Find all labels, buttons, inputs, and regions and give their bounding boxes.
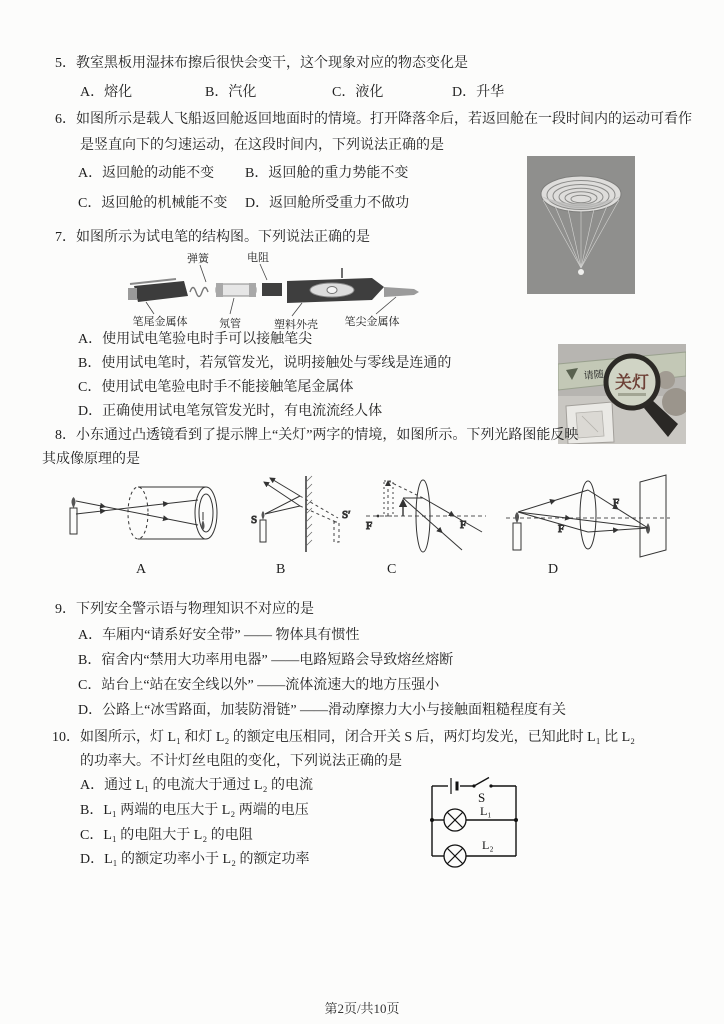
q6-option-d: D．返回舱所受重力不做功 — [245, 196, 410, 211]
lens-magnified-text: 关灯 — [615, 373, 649, 392]
magnifier-lens — [606, 356, 658, 408]
optics-diagram-c-magnifier — [366, 480, 486, 552]
q7-option-d: D．正确使用试电笔氖管发光时，有电流流经人体 — [78, 404, 383, 419]
parallel-lamps-circuit — [426, 776, 556, 874]
optics-label-d: D — [548, 562, 559, 577]
q10-option-a: A．通过 L₁ 的电流大于通过 L₂ 的电流 — [80, 778, 313, 793]
q8-stem-line2: 其成像原理的是 — [42, 452, 140, 467]
q10-option-c: C．L₁ 的电阻大于 L₂ 的电阻 — [80, 828, 253, 843]
optics-label-c: C — [387, 562, 397, 577]
optics-diagrams — [48, 468, 683, 560]
optics-diagram-b-mirror — [251, 476, 351, 552]
q10-stem-line2: 的功率大。不计灯丝电阻的变化，下列说法正确的是 — [80, 754, 402, 769]
q10-option-b: B．L₁ 两端的电压大于 L₂ 两端的电压 — [80, 803, 309, 818]
circuit-label-switch: S — [478, 790, 486, 805]
mirror-object-label: S — [251, 514, 258, 526]
pen-parts — [128, 268, 419, 303]
q5-option-a: A．熔化 — [80, 85, 133, 100]
battery-symbol — [451, 778, 457, 794]
lens-c-focus-right-label: F — [460, 519, 467, 531]
q9-stem: 9．下列安全警示语与物理知识不对应的是 — [55, 602, 314, 617]
pen-label-plastic-shell: 塑料外壳 — [274, 319, 318, 330]
lamp-L2-symbol — [444, 845, 466, 867]
switch-symbol — [472, 778, 492, 788]
junction-dot-right — [514, 818, 518, 822]
junction-dot-left — [430, 818, 434, 822]
q7-option-a: A．使用试电笔验电时手可以接触笔尖 — [78, 332, 313, 347]
pen-top-labels — [187, 250, 269, 282]
q7-option-c: C．使用试电笔验电时手不能接触笔尾金属体 — [78, 380, 354, 395]
q7-stem: 7．如图所示为试电笔的结构图。下列说法正确的是 — [55, 230, 370, 245]
optics-diagram-d-projector — [506, 475, 670, 557]
q6-stem-line2: 是竖直向下的匀速运动，在这段时间内，下列说法正确的是 — [80, 138, 444, 153]
pen-label-tail-metal: 笔尾金属体 — [132, 316, 188, 328]
parachute-canopy — [541, 176, 621, 212]
q9-option-d: D．公路上“冰雪路面，加装防滑链” ——滑动摩擦力大小与接触面粗糙程度有关 — [78, 703, 567, 718]
q10-option-d: D．L₁ 的额定功率小于 L₂ 的额定功率 — [80, 852, 310, 867]
parachute-photo — [527, 156, 635, 294]
mirror-image-label: S′ — [342, 509, 351, 521]
test-pen-diagram — [120, 250, 438, 330]
lens-d-focus-left-label: F — [558, 523, 565, 535]
q5-stem: 5．教室黑板用湿抹布擦后很快会变干，这个现象对应的物态变化是 — [55, 56, 468, 71]
pen-label-neon-tube: 氖管 — [219, 318, 241, 330]
q5-option-b: B．汽化 — [205, 85, 257, 100]
pen-label-resistor: 电阻 — [247, 252, 269, 264]
q6-stem-line1: 6．如图所示是载人飞船返回舱返回地面时的情境。打开降落伞后，若返回舱在一段时间内的运动可看作 — [55, 112, 692, 127]
q8-stem-line1: 8．小东通过凸透镜看到了提示牌上“关灯”两字的情境，如图所示。下列光路图能反映 — [55, 428, 579, 443]
q9-option-a: A．车厢内“请系好安全带” —— 物体具有惯性 — [78, 628, 360, 643]
circuit-label-lamp1: L₁ — [480, 804, 492, 818]
q9-option-b: B．宿舍内“禁用大功率用电器” ——电路短路会导致熔丝熔断 — [78, 653, 454, 668]
sign-pinyin-bar — [618, 393, 646, 396]
pen-bottom-labels — [133, 297, 400, 330]
return-capsule — [578, 269, 584, 275]
pen-label-spring: 弹簧 — [187, 253, 209, 265]
q6-option-b: B．返回舱的重力势能不变 — [245, 166, 409, 181]
q6-option-a: A．返回舱的动能不变 — [78, 166, 215, 181]
q6-option-c: C．返回舱的机械能不变 — [78, 196, 228, 211]
q9-option-c: C．站台上“站在安全线以外” ——流体流速大的地方压强小 — [78, 678, 440, 693]
q5-option-d: D．升华 — [452, 85, 505, 100]
optics-diagram-a-pinhole — [70, 487, 217, 539]
lamp-L1-symbol — [444, 809, 466, 831]
q10-stem-line1: 10．如图所示，灯 L₁ 和灯 L₂ 的额定电压相同，闭合开关 S 后，两灯均发光，已知此时 L₁ 比 L₂ — [52, 730, 636, 745]
circuit-label-lamp2: L₂ — [482, 838, 494, 852]
sign-left-text: 请随 — [583, 369, 605, 382]
lens-d-focus-right-label: F — [613, 497, 620, 509]
q5-option-c: C．液化 — [332, 85, 384, 100]
optics-label-a: A — [136, 562, 147, 577]
page-number: 第2页/共10页 — [324, 1001, 400, 1016]
pen-label-tip-metal: 笔尖金属体 — [344, 316, 400, 328]
lens-c-focus-left-label: F — [366, 520, 373, 532]
optics-label-b: B — [276, 562, 286, 577]
q7-option-b: B．使用试电笔时，若氖管发光，说明接触处与零线是连通的 — [78, 356, 452, 371]
